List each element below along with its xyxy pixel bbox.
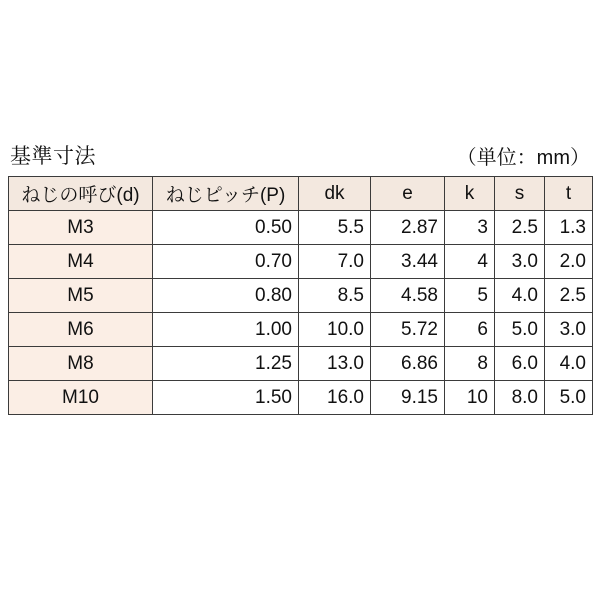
- cell-e: 2.87: [371, 211, 445, 245]
- cell-thread-pitch: 1.50: [153, 381, 299, 415]
- table-row: [9, 313, 593, 347]
- cell-k: 5: [445, 279, 495, 313]
- cell-thread-size: M3: [9, 211, 153, 245]
- column-header-t: t: [545, 177, 593, 211]
- dimensions-table: [8, 176, 593, 415]
- column-header-thread-pitch: ねじピッチ(P): [153, 177, 299, 211]
- spec-table-block: [8, 140, 592, 415]
- column-header-s: s: [495, 177, 545, 211]
- cell-t: 2.0: [545, 245, 593, 279]
- cell-thread-size: M8: [9, 347, 153, 381]
- cell-e: 9.15: [371, 381, 445, 415]
- cell-e: 3.44: [371, 245, 445, 279]
- column-header-k: k: [445, 177, 495, 211]
- cell-t: 3.0: [545, 313, 593, 347]
- cell-e: 6.86: [371, 347, 445, 381]
- cell-s: 4.0: [495, 279, 545, 313]
- cell-t: 5.0: [545, 381, 593, 415]
- table-header-row: [9, 177, 593, 211]
- cell-dk: 5.5: [299, 211, 371, 245]
- table-row: [9, 211, 593, 245]
- cell-thread-size: M5: [9, 279, 153, 313]
- cell-thread-size: M6: [9, 313, 153, 347]
- column-header-thread-size: ねじの呼び(d): [9, 177, 153, 211]
- cell-thread-pitch: 1.25: [153, 347, 299, 381]
- cell-k: 4: [445, 245, 495, 279]
- cell-t: 4.0: [545, 347, 593, 381]
- table-row: [9, 381, 593, 415]
- cell-k: 6: [445, 313, 495, 347]
- table-row: [9, 347, 593, 381]
- cell-dk: 7.0: [299, 245, 371, 279]
- column-header-dk: dk: [299, 177, 371, 211]
- table-caption-row: [8, 140, 592, 176]
- cell-thread-pitch: 0.50: [153, 211, 299, 245]
- cell-s: 6.0: [495, 347, 545, 381]
- cell-t: 1.3: [545, 211, 593, 245]
- unit-note: （単位：mm）: [456, 147, 590, 169]
- cell-e: 5.72: [371, 313, 445, 347]
- table-header: [9, 177, 593, 211]
- cell-thread-size: M4: [9, 245, 153, 279]
- column-header-e: e: [371, 177, 445, 211]
- cell-thread-pitch: 1.00: [153, 313, 299, 347]
- cell-thread-size: M10: [9, 381, 153, 415]
- cell-dk: 13.0: [299, 347, 371, 381]
- cell-s: 3.0: [495, 245, 545, 279]
- cell-k: 3: [445, 211, 495, 245]
- table-row: [9, 279, 593, 313]
- cell-thread-pitch: 0.80: [153, 279, 299, 313]
- cell-thread-pitch: 0.70: [153, 245, 299, 279]
- cell-s: 2.5: [495, 211, 545, 245]
- table-body: [9, 211, 593, 415]
- cell-k: 10: [445, 381, 495, 415]
- cell-dk: 10.0: [299, 313, 371, 347]
- cell-dk: 8.5: [299, 279, 371, 313]
- cell-dk: 16.0: [299, 381, 371, 415]
- cell-s: 8.0: [495, 381, 545, 415]
- cell-t: 2.5: [545, 279, 593, 313]
- cell-k: 8: [445, 347, 495, 381]
- table-title: 基準寸法: [10, 145, 96, 168]
- cell-e: 4.58: [371, 279, 445, 313]
- cell-s: 5.0: [495, 313, 545, 347]
- table-row: [9, 245, 593, 279]
